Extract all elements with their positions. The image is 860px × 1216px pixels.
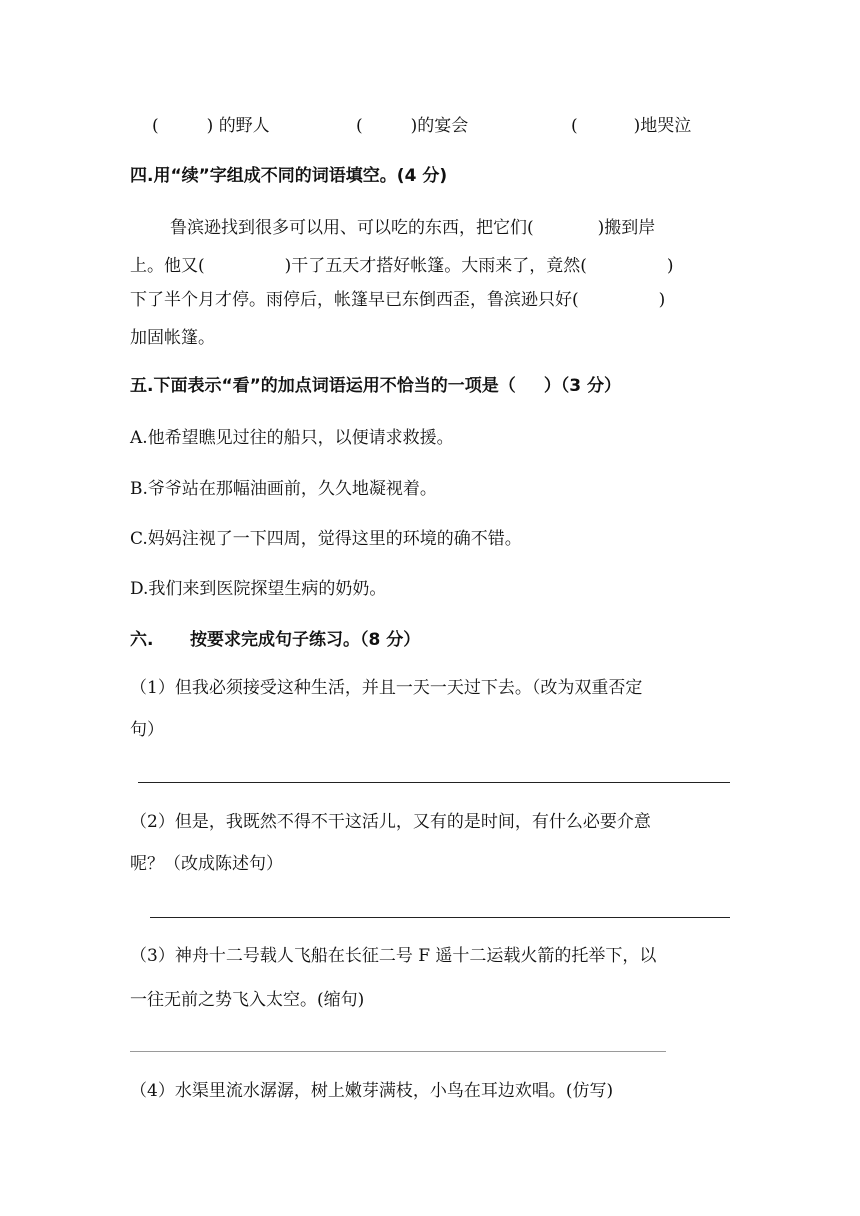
section-5-heading-score: ）（3 分）	[543, 376, 622, 396]
option-a: A.他希望瞧见过往的船只，以便请求救援。	[130, 428, 454, 448]
section-6-number: 六.	[130, 630, 154, 650]
section-4-heading: 四.用“续”字组成不同的词语填空。(4 分)	[130, 166, 448, 186]
option-b: B.爷爷站在那幅油画前，久久地凝视着。	[130, 479, 437, 499]
section-5-heading-text: 五.下面表示“看”的加点词语运用不恰当的一项是（	[130, 376, 516, 396]
blank-1-close: )	[206, 116, 214, 136]
blank-3-text: 地哭泣	[640, 116, 692, 136]
answer-line-3[interactable]	[130, 1051, 666, 1052]
question-2-line-1: （2）但是，我既然不得不干这活儿，又有的是时间，有什么必要介意	[130, 812, 651, 832]
blank-1-open: (	[152, 116, 159, 136]
question-2-line-2: 呢？（改成陈述句）	[130, 854, 283, 874]
s4-line-2-text: 上。他又(	[130, 256, 205, 276]
section-6-heading: 按要求完成句子练习。（8 分）	[190, 630, 421, 650]
question-3-line-2: 一往无前之势飞入太空。(缩句)	[130, 990, 365, 1010]
s4-line-1	[170, 216, 655, 240]
s4-line-1-text: 鲁滨逊找到很多可以用、可以吃的东西，把它们(	[170, 218, 534, 238]
question-1-line-1: （1）但我必须接受这种生活，并且一天一天过下去。（改为双重否定	[130, 678, 643, 698]
s4-line-3-text: 下了半个月才停。雨停后，帐篷早已东倒西歪，鲁滨逊只好(	[130, 290, 579, 310]
blank-3	[571, 114, 691, 138]
blank-2-text: 的宴会	[417, 116, 469, 136]
s4-line-4: 加固帐篷。	[130, 328, 215, 348]
section-5-heading	[130, 374, 621, 398]
answer-line-1[interactable]	[138, 782, 730, 783]
s4-line-1-end: )搬到岸	[597, 218, 656, 238]
question-4-line-1: （4）水渠里流水潺潺，树上嫩芽满枝，小鸟在耳边欢唱。(仿写)	[130, 1081, 614, 1101]
question-1-line-2: 句）	[130, 720, 164, 740]
s4-line-3-end: )	[658, 290, 666, 310]
blank-2-open: (	[356, 116, 363, 136]
blank-1	[152, 114, 270, 138]
blank-2-close: )	[410, 116, 418, 136]
s4-line-2-end: )	[666, 256, 674, 276]
question-3-line-1: （3）神舟十二号载人飞船在长征二号 F 遥十二运载火箭的托举下，以	[130, 946, 657, 966]
answer-line-2[interactable]	[150, 917, 730, 918]
s4-line-2	[130, 254, 730, 278]
option-c: C.妈妈注视了一下四周，觉得这里的环境的确不错。	[130, 529, 522, 549]
option-d: D.我们来到医院探望生病的奶奶。	[130, 579, 387, 599]
blank-3-close: )	[633, 116, 641, 136]
s4-line-3	[130, 288, 665, 312]
blank-2	[356, 114, 468, 138]
s4-line-2-mid: )干了五天才搭好帐篷。大雨来了，竟然(	[284, 256, 587, 276]
blank-1-text: 的野人	[218, 116, 270, 136]
blank-3-open: (	[571, 116, 578, 136]
